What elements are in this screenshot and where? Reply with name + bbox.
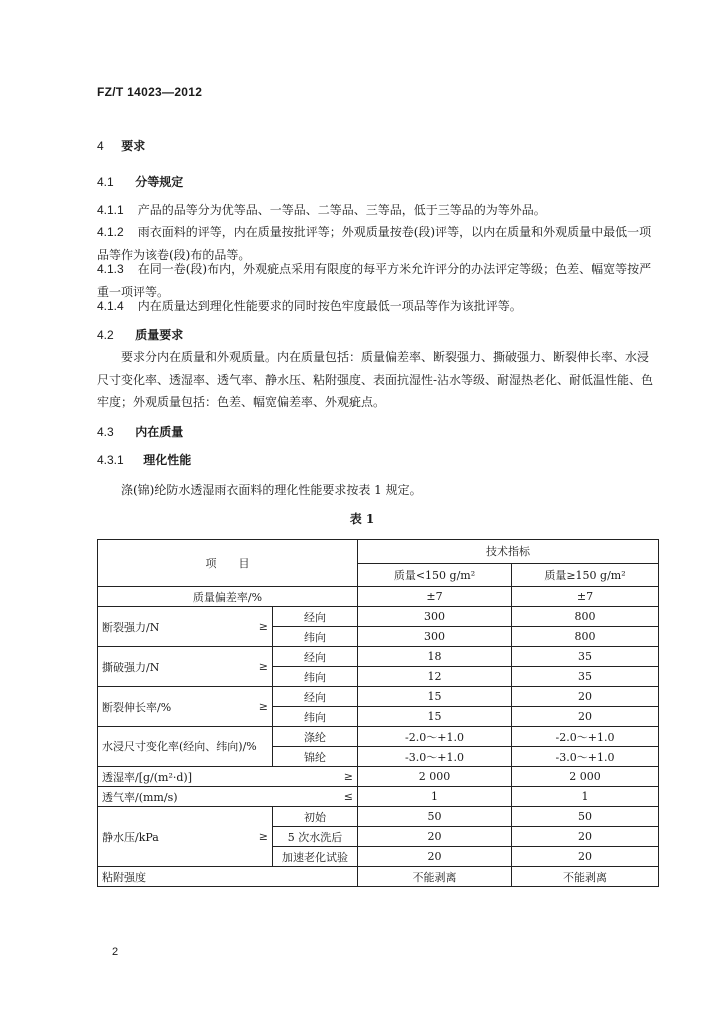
cell-value: 35 [512, 647, 659, 667]
comparison-symbol: ≥ [343, 770, 353, 783]
cell-value: 20 [512, 827, 659, 847]
row-label-text: 透气率/(mm/s) [102, 790, 178, 804]
cell-value: ±7 [512, 587, 659, 607]
table-row [98, 767, 659, 787]
table-row [98, 727, 659, 747]
section-title: 理化性能 [143, 453, 192, 467]
cell-value: 18 [358, 647, 512, 667]
row-label [98, 607, 273, 647]
table-row [98, 687, 659, 707]
row-label [98, 687, 273, 727]
table-caption: 表 1 [349, 512, 375, 526]
section-title: 质量要求 [135, 328, 184, 342]
cell-value: -2.0～+1.0 [358, 727, 512, 747]
sub-label: 经向 [273, 607, 358, 627]
clause-number: 4.1.1 [97, 203, 124, 217]
clause-4-1-4 [97, 295, 659, 318]
section-title: 要求 [121, 139, 146, 153]
row-label-text: 断裂伸长率/% [102, 700, 172, 714]
cell-value: 300 [358, 607, 512, 627]
cell-value: 800 [512, 607, 659, 627]
sub-label: 加速老化试验 [273, 847, 358, 867]
cell-value: 50 [358, 807, 512, 827]
section-4-1-heading [97, 173, 183, 190]
header-mass-under-150: 质量<150 g/m² [358, 563, 512, 587]
comparison-symbol: ≥ [258, 830, 268, 843]
section-4-3-heading [97, 423, 183, 440]
row-label [98, 647, 273, 687]
header-mass-over-150: 质量≥150 g/m² [512, 563, 659, 587]
header-item: 项 目 [98, 540, 358, 587]
cell-value: 300 [358, 627, 512, 647]
section-number: 4.3.1 [97, 453, 124, 467]
sub-label: 纬向 [273, 667, 358, 687]
sub-label: 纬向 [273, 627, 358, 647]
physical-chemical-properties-table [97, 539, 659, 887]
row-label: 质量偏差率/% [98, 587, 358, 607]
row-label-text: 断裂强力/N [102, 620, 160, 634]
sub-label: 经向 [273, 647, 358, 667]
clause-4-1-1 [97, 199, 659, 222]
table-row [98, 867, 659, 887]
section-number: 4.3 [97, 425, 114, 439]
row-label-text: 撕破强力/N [102, 660, 160, 674]
cell-value: 20 [512, 687, 659, 707]
clause-number: 4.1.4 [97, 299, 124, 313]
cell-value: 50 [512, 807, 659, 827]
section-4-heading [97, 137, 145, 154]
cell-value: 20 [512, 707, 659, 727]
section-4-2-heading [97, 326, 183, 343]
cell-value: 1 [358, 787, 512, 807]
header-tech-spec: 技术指标 [358, 540, 659, 564]
row-label: 粘附强度 [98, 867, 358, 887]
cell-value: 不能剥离 [512, 867, 659, 887]
cell-value: 2 000 [512, 767, 659, 787]
clause-text: 雨衣面料的评等，内在质量按批评等；外观质量按卷(段)评等，以内在质量和外观质量中最低一项品等作为该卷(段)布的品等。 [97, 225, 652, 262]
cell-value: 1 [512, 787, 659, 807]
cell-value: 20 [512, 847, 659, 867]
cell-value: ±7 [358, 587, 512, 607]
comparison-symbol: ≤ [343, 790, 353, 803]
cell-value: 800 [512, 627, 659, 647]
table-reference-paragraph: 涤(锦)纶防水透湿雨衣面料的理化性能要求按表 1 规定。 [121, 483, 422, 497]
sub-label: 纬向 [273, 707, 358, 727]
table-row [98, 807, 659, 827]
section-number: 4 [97, 139, 104, 153]
quality-requirements-paragraph: 要求分内在质量和外观质量。内在质量包括：质量偏差率、断裂强力、撕破强力、断裂伸长率、水浸尺寸变化率、透湿率、透气率、静水压、粘附强度、表面抗湿性-沾水等级、耐湿热老化、耐低温性能、色牢度；外观质量包括：色差、幅宽偏差率、外观疵点。 [97, 350, 654, 409]
sub-label: 初始 [273, 807, 358, 827]
row-label [98, 767, 358, 787]
clause-text: 在同一卷(段)布内，外观疵点采用有限度的每平方米允许评分的办法评定等级；色差、幅宽等按严重一项评等。 [97, 262, 652, 299]
sub-label: 锦纶 [273, 747, 358, 767]
page-number: 2 [112, 946, 119, 958]
cell-value: 15 [358, 707, 512, 727]
comparison-symbol: ≥ [258, 660, 268, 673]
row-label-text: 静水压/kPa [102, 830, 159, 844]
sub-label: 经向 [273, 687, 358, 707]
cell-value: 2 000 [358, 767, 512, 787]
clause-text: 内在质量达到理化性能要求的同时按色牢度最低一项品等作为该批评等。 [137, 299, 522, 313]
cell-value: 20 [358, 827, 512, 847]
cell-value: 35 [512, 667, 659, 687]
section-title: 分等规定 [135, 175, 184, 189]
sub-label: 涤纶 [273, 727, 358, 747]
clause-number: 4.1.3 [97, 262, 124, 276]
row-label-text: 透湿率/[g/(m²·d)] [102, 770, 192, 784]
section-number: 4.2 [97, 328, 114, 342]
cell-value: -3.0～+1.0 [512, 747, 659, 767]
clause-number: 4.1.2 [97, 225, 124, 239]
row-label [98, 787, 358, 807]
table-header-row [98, 540, 659, 564]
table-row [98, 587, 659, 607]
table-row [98, 647, 659, 667]
cell-value: 20 [358, 847, 512, 867]
cell-value: 15 [358, 687, 512, 707]
cell-value: 不能剥离 [358, 867, 512, 887]
row-label [98, 807, 273, 867]
section-number: 4.1 [97, 175, 114, 189]
comparison-symbol: ≥ [258, 620, 268, 633]
row-label: 水浸尺寸变化率(经向、纬向)/% [98, 727, 273, 767]
table-row [98, 787, 659, 807]
cell-value: -2.0～+1.0 [512, 727, 659, 747]
standard-number: FZ/T 14023—2012 [97, 85, 203, 99]
section-title: 内在质量 [135, 425, 184, 439]
table-row [98, 607, 659, 627]
comparison-symbol: ≥ [258, 700, 268, 713]
cell-value: 12 [358, 667, 512, 687]
sub-label: 5 次水洗后 [273, 827, 358, 847]
section-4-3-1-heading [97, 451, 191, 468]
clause-text: 产品的品等分为优等品、一等品、二等品、三等品，低于三等品的为等外品。 [137, 203, 546, 217]
cell-value: -3.0～+1.0 [358, 747, 512, 767]
